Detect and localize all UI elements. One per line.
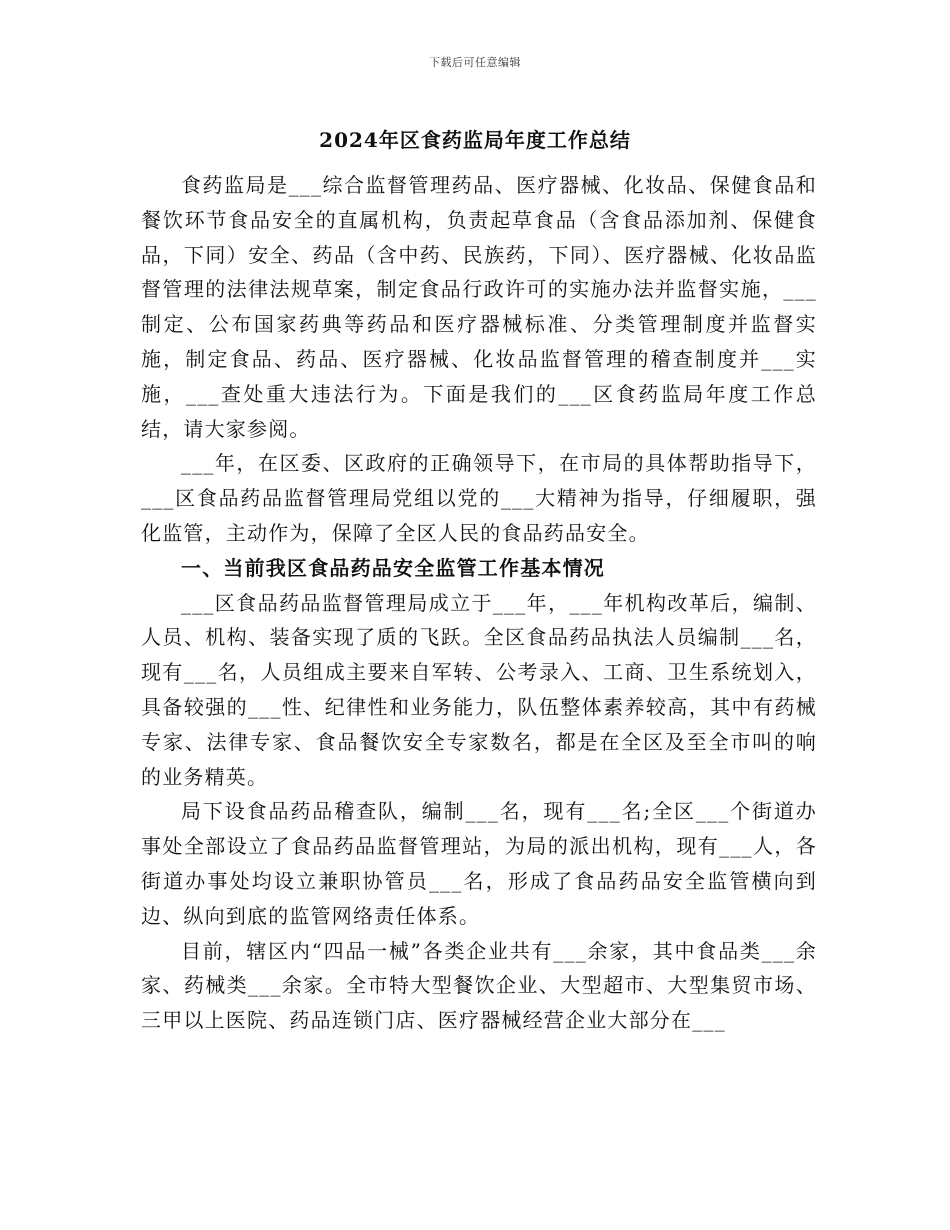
staffing-paragraph: ___区食品药品监督管理局成立于___年，___年机构改革后，编制、人员、机构、装备实现了质的飞跃。全区食品药品执法人员编制___名，现有___名，人员组成主要来自军转、公考录入、工商、卫生系统划入，具备较强的___性、纪律性和业务能力，队伍整体素养较高，其中有药械专家、法律专家、食品餐饮安全专家数名，都是在全区及至全市叫的响的业务精英。 [141, 590, 817, 789]
enterprises-paragraph: 目前，辖区内“四品一械”各类企业共有___余家，其中食品类___余家、药械类___余家。全市特大型餐饮企业、大型超市、大型集贸市场、三甲以上医院、药品连锁门店、医疗器械经营企业大部分在___ [141, 938, 817, 1033]
overview-paragraph: ___年，在区委、区政府的正确领导下，在市局的具体帮助指导下，___区食品药品监督管理局党组以党的___大精神为指导，仔细履职，强化监管，主动作为，保障了全区人民的食品药品安全。 [141, 451, 817, 545]
header-note: 下载后可任意编辑 [429, 56, 521, 69]
intro-paragraph: 食药监局是___综合监督管理药品、医疗器械、化妆品、保健食品和餐饮环节食品安全的直属机构，负责起草食品（含食品添加剂、保健食品，下同）安全、药品（含中药、民族药，下同）、医疗器械、化妆品监督管理的法律法规草案，制定食品行政许可的实施办法并监督实施，___制定、公布国家药典等药品和医疗器械标准、分类管理制度并监督实施，制定食品、药品、医疗器械、化妆品监督管理的稽查制度并___实施，___查处重大违法行为。下面是我们的___区食药监局年度工作总结，请大家参阅。 [141, 173, 817, 441]
document-body [141, 168, 817, 1038]
inspection-team-paragraph: 局下设食品药品稽查队，编制___名，现有___名;全区___个街道办事处全部设立了食品药品监督管理站，为局的派出机构，现有___人，各街道办事处均设立兼职协管员___名，形成了食品药品安全监管横向到边、纵向到底的监管网络责任体系。 [141, 799, 817, 928]
section-heading: 一、当前我区食品药品安全监管工作基本情况 [181, 555, 605, 580]
document-title: 2024年区食药监局年度工作总结 [319, 128, 631, 152]
